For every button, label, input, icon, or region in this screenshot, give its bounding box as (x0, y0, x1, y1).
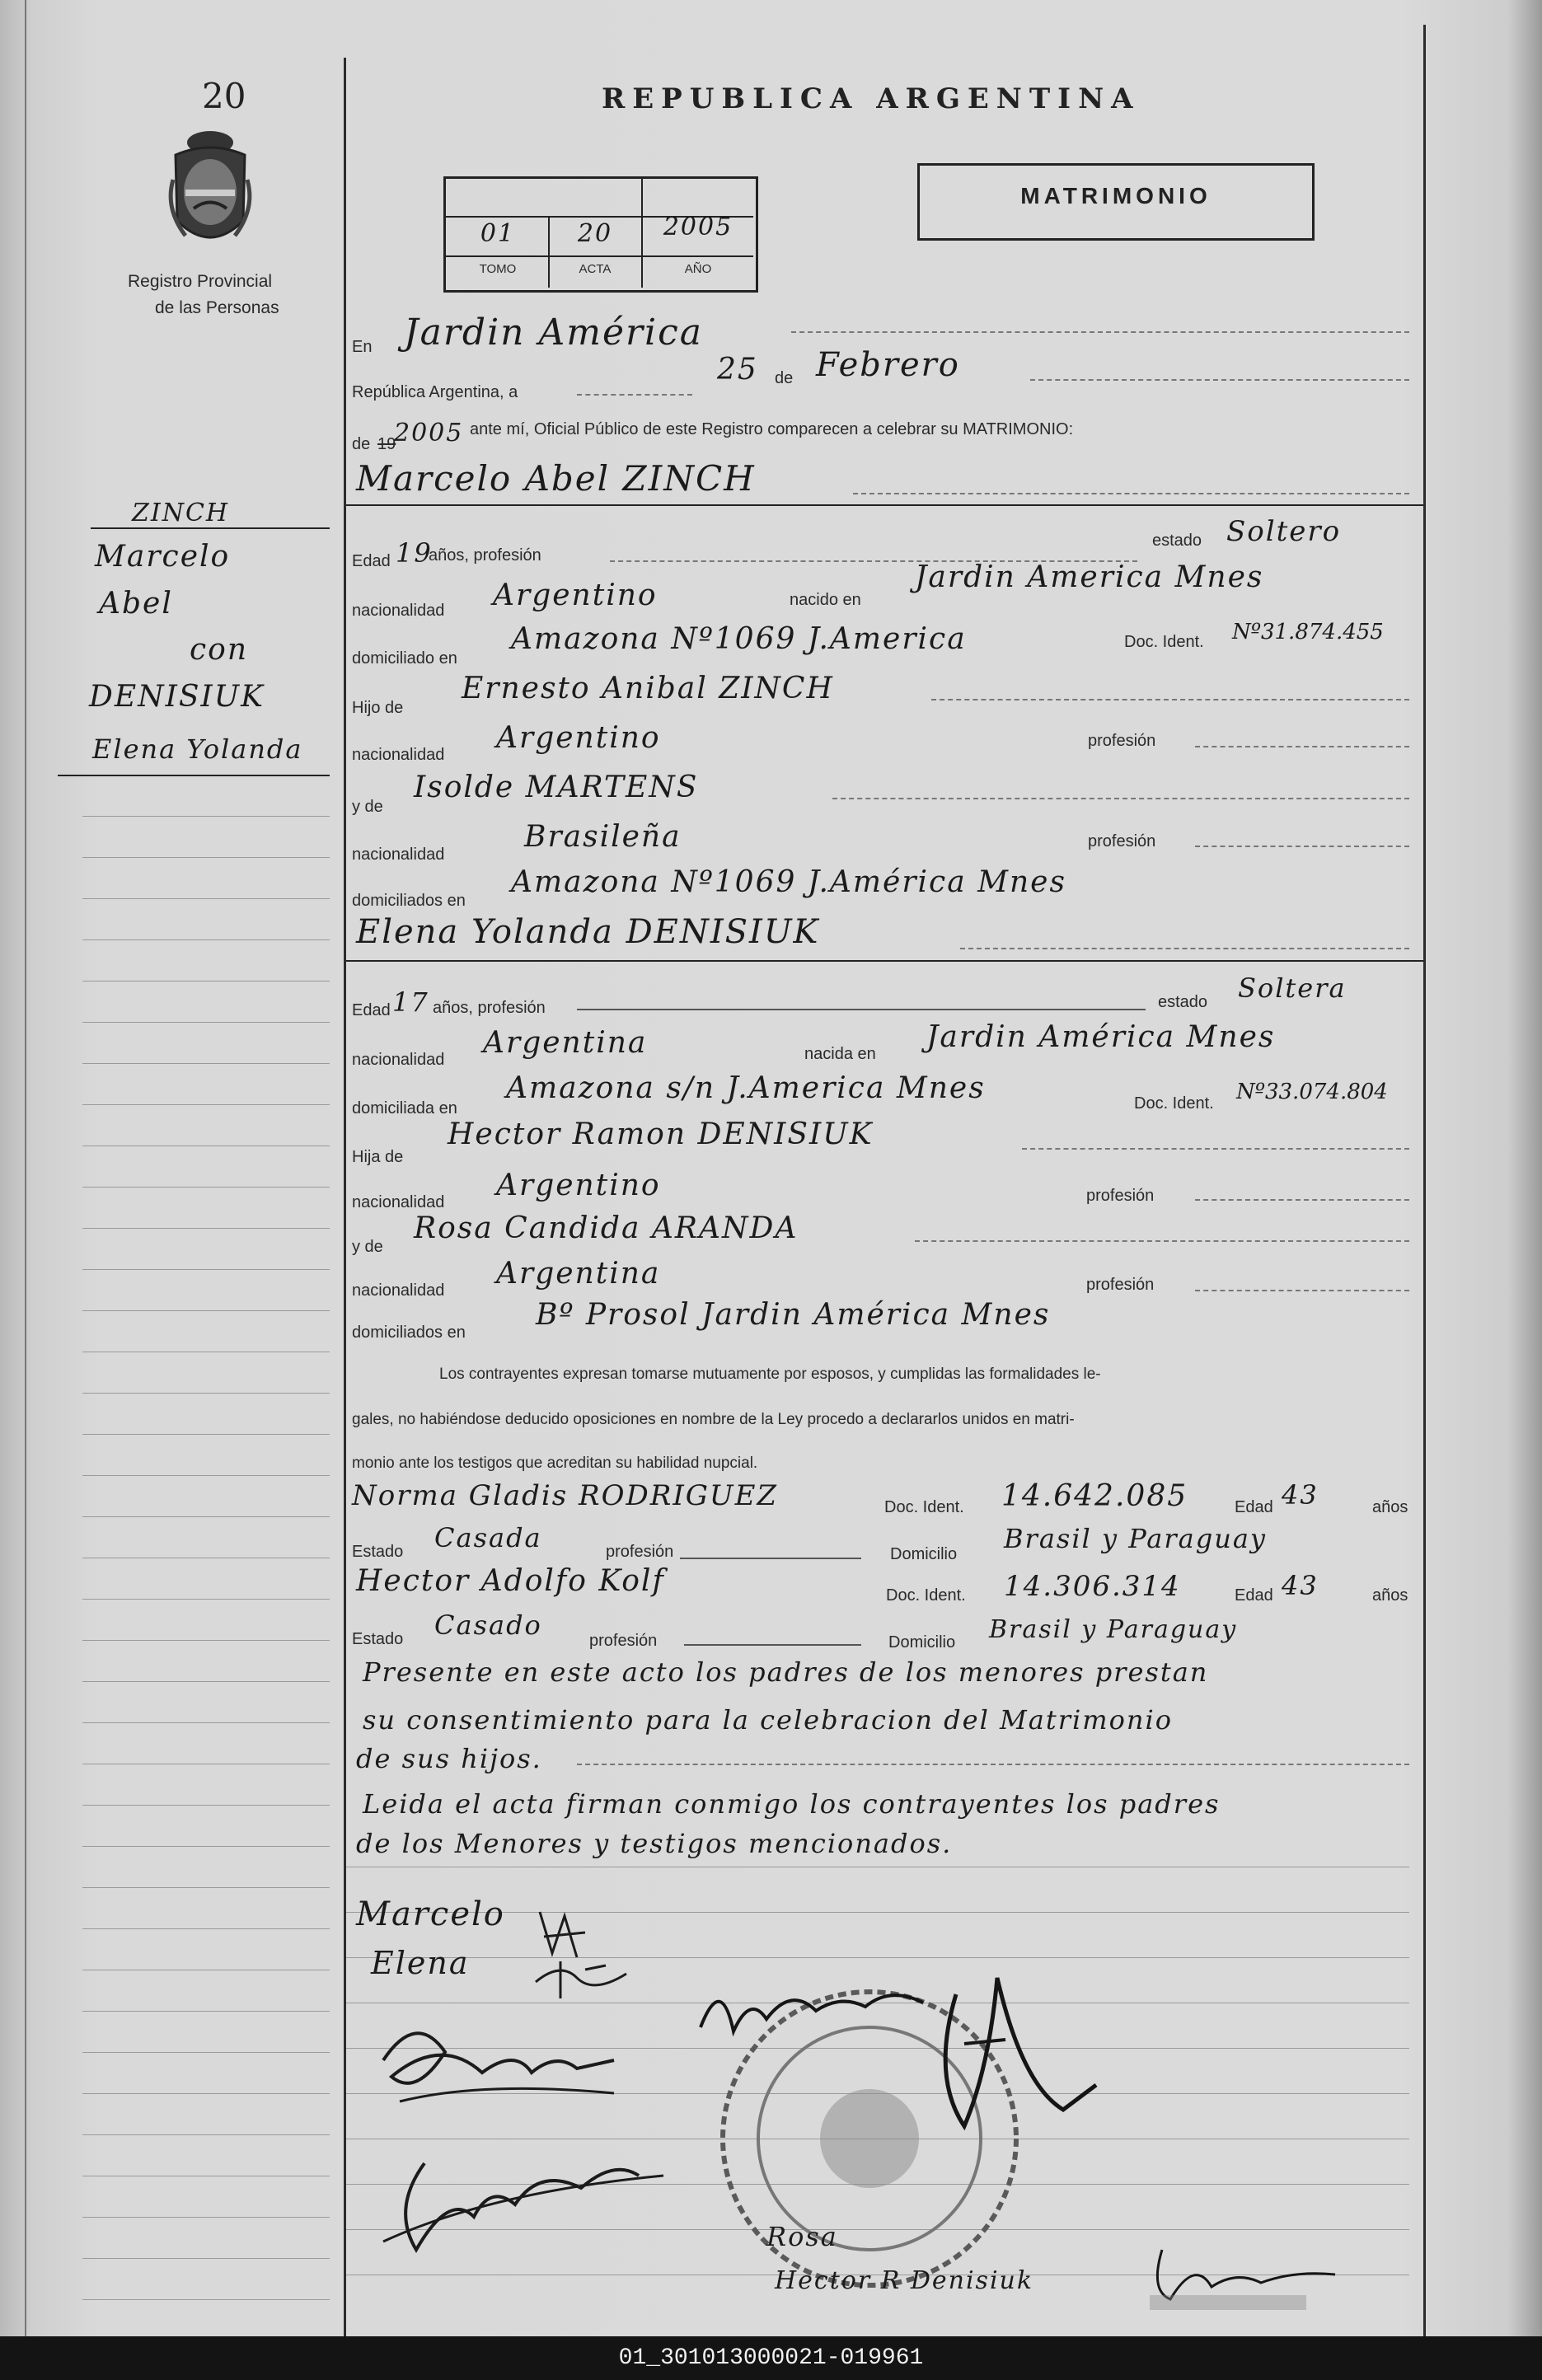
groom-mother-nat: Brasileña (524, 820, 682, 854)
witness-2-status: Casado (434, 1609, 542, 1641)
bride-status-label: estado (1158, 993, 1208, 1011)
marriage-day: 25 (717, 353, 758, 387)
groom-father-label: Hijo de (352, 699, 404, 717)
bride-born-label: nacida en (804, 1045, 876, 1063)
parent-signature-hector: Hector R Denisiuk (775, 2266, 1034, 2295)
groom-signature: Marcelo (356, 1895, 505, 1933)
margin-surname-groom: ZINCH (132, 499, 230, 527)
bride-domicile: Amazona s/n J.America Mnes (506, 1071, 986, 1105)
groom-full-name: Marcelo Abel ZINCH (356, 458, 756, 499)
witness-2-age-label: Edad (1235, 1586, 1273, 1605)
bride-father: Hector Ramon DENISIUK (448, 1117, 874, 1151)
groom-status: Soltero (1226, 515, 1342, 548)
witness-2-years-label: años (1372, 1586, 1408, 1605)
witness-1-status-label: Estado (352, 1543, 404, 1561)
margin-name-elena: Elena Yolanda (92, 733, 303, 765)
groom-father-nat-label: nacionalidad (352, 746, 445, 764)
file-caption-bar (0, 2336, 1542, 2380)
groom-mother-label: y de (352, 798, 383, 816)
country-title: REPUBLICA ARGENTINA (602, 82, 1141, 115)
bride-section-divider (346, 960, 1423, 962)
witness-2-domicile: Brasil y Paraguay (989, 1615, 1238, 1644)
groom-born-label: nacido en (790, 591, 861, 609)
parent-signature-rosa: Rosa (766, 2221, 838, 2252)
groom-father: Ernesto Anibal ZINCH (462, 672, 834, 705)
bride-father-label: Hija de (352, 1148, 404, 1166)
bride-parents-domicile: Bº Prosol Jardin América Mnes (536, 1298, 1051, 1332)
witness-2-name: Hector Adolfo Kolf (356, 1564, 665, 1598)
groom-birthplace: Jardin America Mnes (915, 560, 1264, 594)
bride-doc-number: Nº33.074.804 (1236, 1080, 1388, 1104)
groom-doc-number: Nº31.874.455 (1232, 620, 1384, 644)
margin-name-abel: Abel (99, 587, 173, 621)
witness-1-years-label: años (1372, 1498, 1408, 1516)
page-border-left (25, 0, 26, 2336)
tomo-label: TOMO (479, 262, 517, 276)
bride-father-nat-label: nacionalidad (352, 1193, 445, 1211)
witness-2-doc-label: Doc. Ident. (886, 1586, 966, 1605)
year-prefix-struck: 19 (377, 435, 396, 453)
declaration-line-1: Los contrayentes expresan tomarse mutuamente por esposos, y cumplidas las formalidades le- (439, 1366, 1101, 1383)
bride-age-label: Edad (352, 1001, 391, 1019)
bride-father-nat: Argentino (496, 1169, 661, 1202)
marriage-place: Jardin América (404, 312, 703, 354)
note-line-4: Leida el acta firman conmigo los contrayentes los padres (363, 1788, 1221, 1820)
witness-1-dom-label: Domicilio (890, 1545, 958, 1563)
acta-label: ACTA (579, 262, 612, 276)
groom-mother: Isolde MARTENS (414, 771, 699, 804)
republica-label: República Argentina, a (352, 383, 518, 401)
groom-domicile: Amazona Nº1069 J.America (511, 622, 967, 656)
bride-nationality-label: nacionalidad (352, 1051, 445, 1069)
bride-nationality: Argentina (483, 1026, 648, 1060)
witness-signatures (367, 2003, 680, 2299)
note-line-2: su consentimiento para la celebracion del Matrimonio (363, 1704, 1173, 1736)
witness-1-doc: 14.642.085 (1001, 1479, 1188, 1513)
witness-1-age: 43 (1282, 1479, 1319, 1511)
groom-age: 19 (396, 537, 433, 569)
groom-nationality: Argentino (493, 579, 658, 612)
groom-age-label: Edad (352, 552, 391, 570)
note-line-5: de los Menores y testigos mencionados. (356, 1828, 953, 1859)
marriage-month: Febrero (816, 346, 960, 384)
groom-father-prof-label: profesión (1088, 732, 1156, 750)
margin-name-marcelo: Marcelo (95, 540, 231, 574)
registrar-signature (1146, 2225, 1368, 2316)
witness-1-doc-label: Doc. Ident. (884, 1498, 964, 1516)
coat-of-arms-logo (161, 130, 260, 254)
groom-mother-nat-label: nacionalidad (352, 846, 445, 864)
bride-status: Soltera (1238, 972, 1347, 1004)
groom-mother-prof-label: profesión (1088, 832, 1156, 850)
witness-1-age-label: Edad (1235, 1498, 1273, 1516)
marriage-statement: ante mí, Oficial Público de este Registro comparecen a celebrar su MATRIMONIO: (470, 420, 1074, 438)
page-number: 20 (202, 76, 246, 116)
groom-parents-dom-label: domiciliados en (352, 892, 466, 910)
marriage-year: 2005 (394, 419, 464, 447)
declaration-line-3: monio ante los testigos que acreditan su habilidad nupcial. (352, 1455, 758, 1472)
de-year-label: de (352, 435, 371, 453)
bride-mother-prof-label: profesión (1086, 1276, 1155, 1294)
groom-age-suffix: años, profesión (429, 546, 541, 565)
witness-1-name: Norma Gladis RODRIGUEZ (352, 1479, 779, 1512)
note-line-3: de sus hijos. (356, 1743, 542, 1774)
groom-section-divider (346, 504, 1423, 506)
bride-age-suffix: años, profesión (433, 999, 546, 1017)
note-line-1: Presente en este acto los padres de los menores prestan (363, 1656, 1209, 1688)
witness-2-doc: 14.306.314 (1004, 1570, 1181, 1603)
witness-1-prof-label: profesión (606, 1543, 674, 1561)
bride-domicile-label: domiciliada en (352, 1099, 457, 1117)
bride-father-prof-label: profesión (1086, 1187, 1155, 1205)
signature-initials-marks (527, 1895, 659, 2003)
bride-mother-nat: Argentina (496, 1257, 661, 1291)
parent-and-official-signatures (684, 1961, 1146, 2242)
bride-birthplace: Jardin América Mnes (926, 1020, 1276, 1054)
witness-1-domicile: Brasil y Paraguay (1004, 1523, 1267, 1554)
acta-value: 20 (577, 219, 613, 248)
ano-label: AÑO (684, 262, 712, 276)
registry-name-line1: Registro Provincial (128, 272, 273, 291)
witness-1-status: Casada (434, 1522, 542, 1553)
bride-mother-nat-label: nacionalidad (352, 1281, 445, 1300)
witness-2-prof-label: profesión (589, 1632, 658, 1650)
bride-mother: Rosa Candida ARANDA (414, 1211, 799, 1245)
margin-column-divider (344, 58, 346, 2336)
groom-status-label: estado (1152, 532, 1202, 550)
file-name: 01_301013000021-019961 (618, 2345, 924, 2371)
witness-2-dom-label: Domicilio (888, 1633, 956, 1651)
declaration-line-2: gales, no habiéndose deducido oposiciones en nombre de la Ley procedo a declararlos unidos en matri- (352, 1411, 1075, 1428)
registry-name-line2: de las Personas (155, 298, 279, 317)
bride-parents-dom-label: domiciliados en (352, 1324, 466, 1342)
groom-nationality-label: nacionalidad (352, 602, 445, 620)
margin-surname-bride: DENISIUK (89, 680, 265, 714)
groom-domicile-label: domiciliado en (352, 649, 457, 668)
bride-signature: Elena (371, 1945, 470, 1981)
groom-parents-domicile: Amazona Nº1069 J.América Mnes (511, 865, 1066, 899)
act-type-label: MATRIMONIO (1020, 183, 1212, 208)
ano-value: 2005 (663, 213, 734, 241)
groom-doc-label: Doc. Ident. (1124, 633, 1204, 651)
bride-mother-label: y de (352, 1238, 383, 1256)
tomo-value: 01 (480, 219, 516, 248)
bride-age: 17 (392, 986, 429, 1018)
margin-con: con (190, 633, 249, 667)
de-label: de (775, 369, 794, 387)
witness-2-status-label: Estado (352, 1630, 404, 1648)
bride-doc-label: Doc. Ident. (1134, 1094, 1214, 1113)
page-border-right (1423, 25, 1426, 2336)
bride-full-name: Elena Yolanda DENISIUK (356, 913, 820, 951)
en-label: En (352, 338, 373, 356)
witness-2-age: 43 (1282, 1570, 1319, 1601)
groom-father-nat: Argentino (496, 721, 661, 755)
